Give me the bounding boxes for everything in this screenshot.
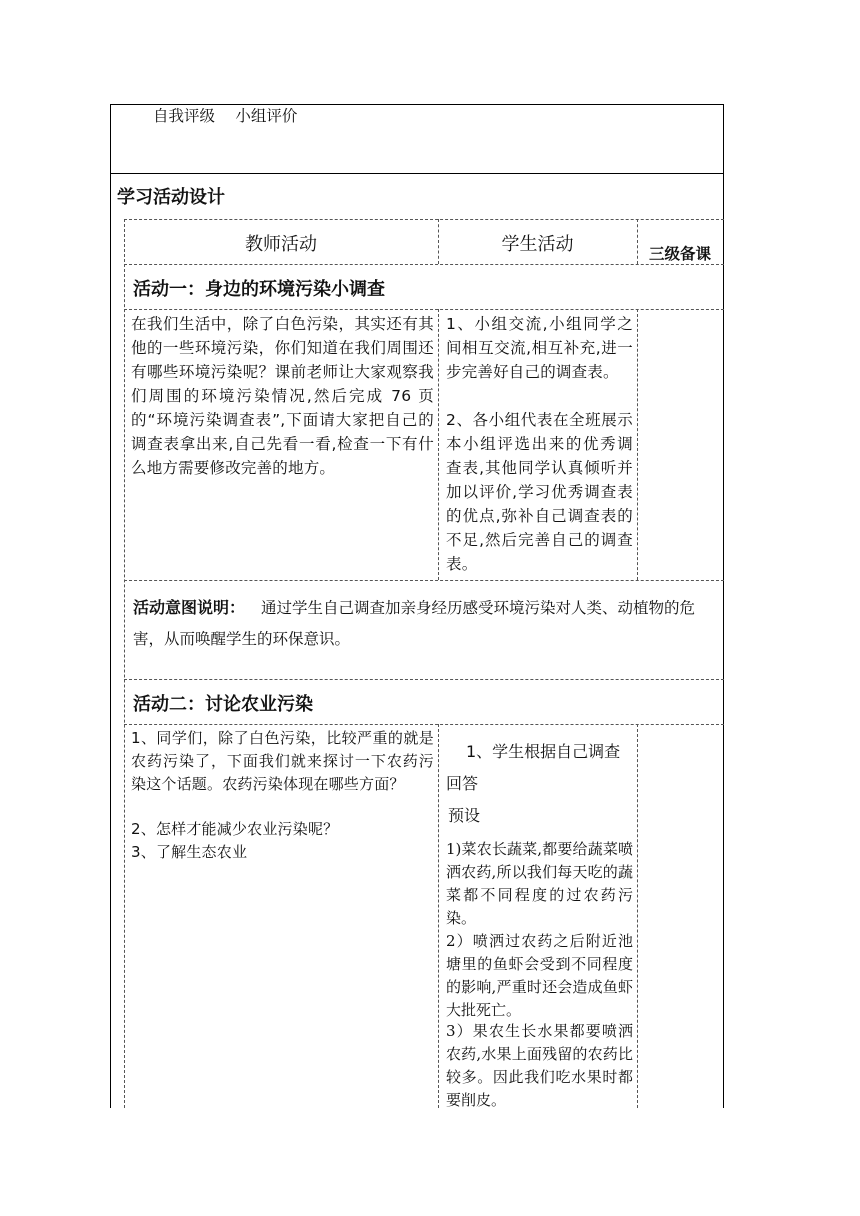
- inner-col-divider-2b: [637, 309, 638, 580]
- self-group-evaluation: 自我评级 小组评价: [153, 107, 298, 125]
- intent-label: 活动意图说明：: [133, 598, 246, 617]
- inner-line-act2-title-bottom: [124, 724, 724, 725]
- activity1-intent: [133, 592, 718, 655]
- activity1-title: 活动一：身边的环境污染小调查: [133, 279, 385, 300]
- section-title: 学习活动设计: [117, 187, 225, 208]
- activity2-title: 活动二：讨论农业污染: [133, 694, 313, 715]
- inner-top-border: [124, 219, 724, 220]
- header-prep: 三级备课: [648, 245, 711, 263]
- activity2-teacher-q1: 1、同学们，除了白色污染，比较严重的就是农药污染了，下面我们就来探讨一下农药污染这个话题。农药污染体现在哪些方面？: [131, 729, 434, 793]
- intent-text: 通过学生自己调查加亲身经历感受环境污染对人类、动植物的危害，从而唤醒学生的环保意识。: [133, 599, 696, 648]
- outer-row-divider: [110, 173, 724, 174]
- inner-col-divider-1c: [438, 724, 439, 1108]
- activity2-teacher-q2: 2、怎样才能减少农业污染呢？: [131, 820, 339, 838]
- activity2-student-point2: 2）喷洒过农药之后附近池塘里的鱼虾会受到不同程度的影响,严重时还会造成鱼虾大批死亡。: [446, 932, 633, 1019]
- inner-line-intent-bottom: [124, 679, 724, 680]
- outer-left-border: [110, 104, 111, 1108]
- inner-col-divider-1b: [438, 309, 439, 580]
- header-student-activity: 学生活动: [501, 234, 574, 255]
- inner-line-act1-body-bottom: [124, 580, 724, 581]
- inner-line-act1-title-bottom: [124, 309, 724, 310]
- activity2-student-preset: 预设: [448, 806, 481, 825]
- activity1-student-step1: 1、小组交流,小组同学之间相互交流,相互补充,进一步完善好自己的调查表。: [446, 315, 633, 381]
- inner-line-header-bottom: [124, 264, 724, 265]
- activity2-teacher-q3: 3、了解生态农业: [131, 843, 248, 861]
- activity2-student-point1: 1)菜农长蔬菜,都要给蔬菜喷洒农药,所以我们每天吃的蔬菜都不同程度的过农药污染。: [446, 840, 633, 927]
- inner-left-border: [124, 219, 125, 1108]
- header-teacher-activity: 教师活动: [245, 234, 317, 255]
- activity2-student-intro: 1、学生根据自己调查回答: [446, 742, 621, 793]
- activity2-student-point3: 3）果农生长水果都要喷洒农药,水果上面残留的农药比较多。因此我们吃水果时都要削皮。: [446, 1022, 633, 1109]
- outer-right-border: [723, 104, 724, 1108]
- activity1-teacher-text: 在我们生活中，除了白色污染，其实还有其他的一些环境污染，你们知道在我们周围还有哪些环境污染呢？课前老师让大家观察我们周围的环境污染情况,然后完成 76 页的“环境污染调查表”,下面请大家把自己的调查表拿出来,自己先看一看,检查一下有什么地方需要修改完善的地方。: [131, 315, 434, 477]
- activity1-student-step2: 2、各小组代表在全班展示本小组评选出来的优秀调查表,其他同学认真倾听并加以评价,学习优秀调查表的优点,弥补自己调查表的不足,然后完善自己的调查表。: [446, 411, 633, 573]
- inner-col-divider-2c: [637, 724, 638, 1108]
